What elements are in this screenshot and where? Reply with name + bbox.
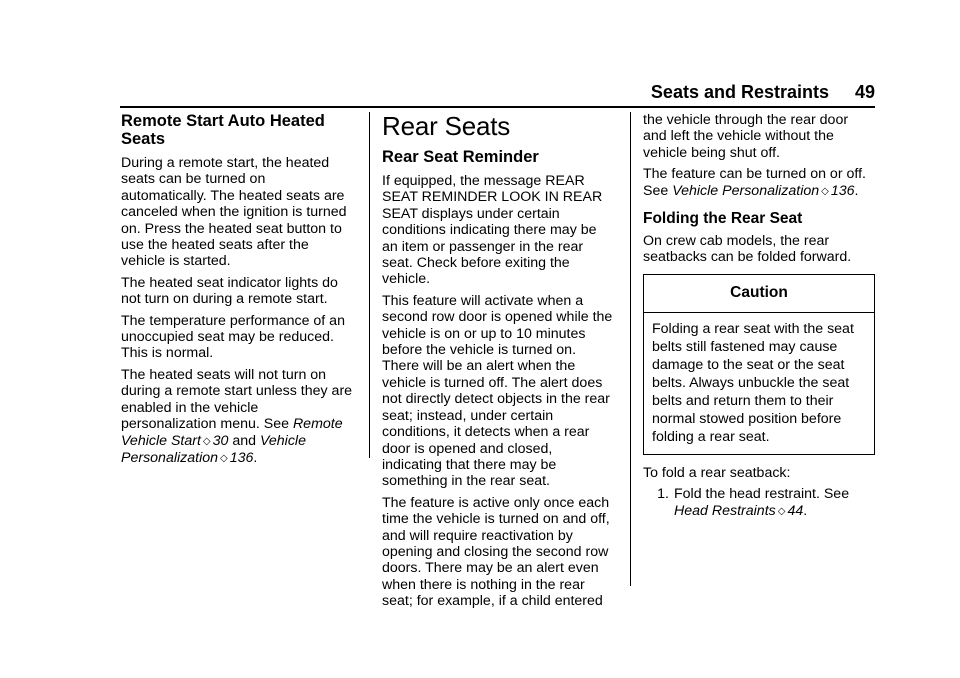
column-3	[643, 112, 875, 520]
caution-title: Caution	[644, 275, 874, 313]
paragraph: During a remote start, the heated seats can be turned on automatically. The heated seats are canceled when the ignition is turned on. Press the heated seat button to use the heated seats after the vehicle is started.	[121, 155, 347, 270]
list-item	[643, 486, 875, 520]
caution-box	[643, 274, 875, 455]
paragraph: This feature will activate when a second row door is opened while the vehicle is on or up to 10 minutes before the vehicle is turned on. There will be an alert when the vehicle is turned off. The alert does not directly detect objects in the rear seat; instead, under certain conditions, it detects when a rear door is opened and closed, indicating that there may be something in the rear seat.	[382, 292, 613, 490]
page-ref-arrow-icon: ◇	[220, 452, 228, 464]
link-text: Vehicle Personalization	[121, 432, 306, 466]
paragraph: If equipped, the message REAR SEAT REMINDER LOOK IN REAR SEAT displays under certain conditions indicating there may be an item or passenger in the rear seat. Check before exiting the vehicle.	[382, 173, 603, 288]
column-divider	[630, 112, 631, 586]
text: and	[228, 432, 260, 449]
link-page: 136	[229, 449, 254, 466]
paragraph: The feature is active only once each time the vehicle is turned on and off, and will require reactivation by opening and closing the second row doors. There may be an alert even when there is nothing in the rear seat; for example, if a child entered	[382, 494, 610, 610]
text: .	[803, 502, 808, 519]
folding-rear-seat-heading: Folding the Rear Seat	[643, 210, 803, 228]
header-rule	[120, 106, 875, 108]
link-text: Vehicle Personalization	[672, 182, 820, 199]
remote-start-heated-seats-heading: Remote Start Auto Heated Seats	[121, 112, 325, 148]
paragraph: To fold a rear seatback:	[643, 464, 791, 481]
page-header	[0, 82, 875, 103]
steps-list	[643, 486, 875, 520]
link-text: Remote Vehicle Start	[121, 416, 343, 449]
link-page: 30	[212, 432, 229, 449]
page-number: 49	[854, 82, 875, 102]
page-ref-arrow-icon: ◇	[821, 185, 829, 197]
paragraph	[643, 166, 875, 200]
text: .	[854, 182, 859, 199]
rear-seat-reminder-heading: Rear Seat Reminder	[382, 148, 539, 166]
paragraph: On crew cab models, the rear seatbacks can be folded forward.	[643, 233, 852, 266]
text: The feature can be turned on or off. See	[643, 166, 866, 199]
head-restraints-link[interactable]	[674, 503, 803, 519]
paragraph	[121, 367, 353, 467]
link-page: 44	[787, 502, 804, 519]
step-text	[674, 486, 849, 520]
paragraph: The temperature performance of an unoccupied seat may be reduced. This is normal.	[121, 312, 345, 362]
caution-text: Folding a rear seat with the seat belts still fastened may cause damage to the seat or the seat belts. Always unbuckle the seat belts and return them to their normal stowed position before folding a rear seat.	[652, 320, 854, 445]
page-ref-arrow-icon: ◇	[202, 435, 211, 447]
column-2	[382, 112, 614, 615]
page-ref-arrow-icon: ◇	[777, 505, 786, 517]
paragraph: The heated seat indicator lights do not turn on during a remote start.	[121, 274, 338, 308]
text: .	[253, 449, 258, 466]
column-1	[121, 112, 353, 472]
link-page: 136	[830, 182, 855, 199]
rear-seats-title: Rear Seats	[382, 111, 511, 141]
step-number: 1.	[657, 486, 669, 503]
column-divider	[369, 112, 370, 458]
vehicle-personalization-link[interactable]	[672, 183, 854, 199]
section-title: Seats and Restraints	[650, 82, 829, 102]
paragraph: the vehicle through the rear door and left the vehicle without the vehicle being shut off.	[643, 112, 849, 161]
text: Fold the head restraint. See	[674, 486, 850, 503]
text: The heated seats will not turn on during a remote start unless they are enabled in the vehicle personalization menu. See	[121, 366, 353, 433]
link-text: Head Restraints	[674, 502, 776, 519]
